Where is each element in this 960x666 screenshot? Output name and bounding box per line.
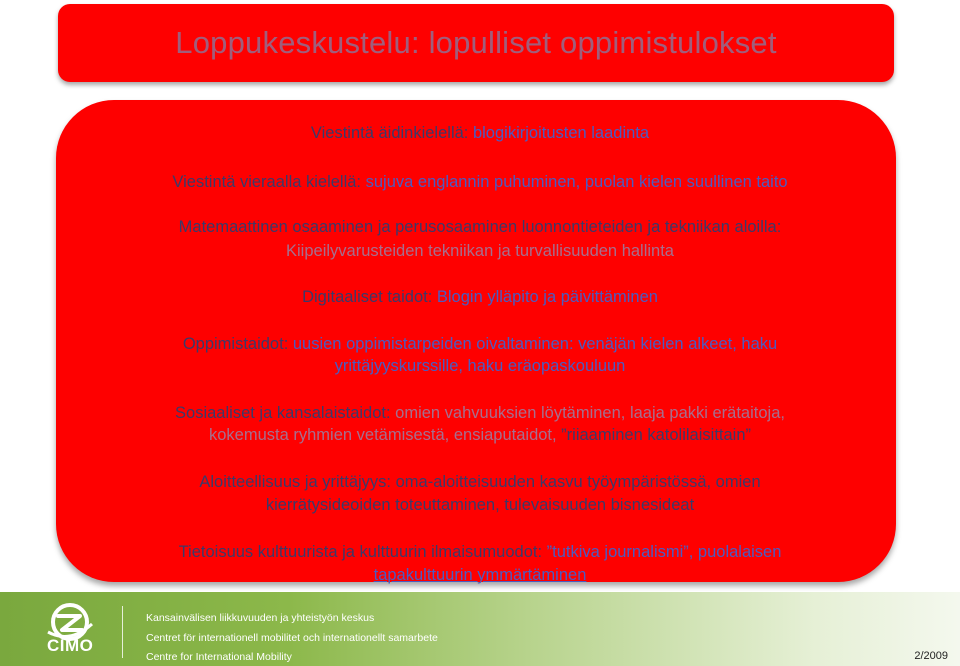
- footer-org-sv: Centret för internationell mobilitet och internationellt samarbete: [146, 632, 438, 644]
- content-line: [0, 240, 960, 262]
- content-line: [0, 286, 960, 308]
- content-text-segment: kokemusta ryhmien vetämisestä, ensiaputaidot,: [209, 426, 562, 444]
- content-line: [0, 333, 960, 355]
- content-text-segment: blogikirjoitusten laadinta: [472, 124, 650, 142]
- content-text-segment: tapakulttuurin ymmärtäminen: [373, 566, 587, 584]
- footer-org-fi: Kansainvälisen liikkuvuuden ja yhteistyön keskus: [146, 612, 375, 624]
- content-text-segment: Oppimistaidot:: [182, 335, 293, 353]
- content-text-segment: Viestintä äidinkielellä:: [310, 124, 473, 142]
- title-box: [58, 4, 894, 82]
- content-line: [0, 424, 960, 446]
- content-line: [0, 122, 960, 144]
- content-text-segment: kierrätysideoiden toteuttaminen, tulevaisuuden bisnesideat: [265, 496, 695, 514]
- content-text-segment: Digitaaliset taidot:: [302, 288, 437, 306]
- footer-bar: [0, 592, 960, 666]
- content-text-segment: ”riiaaminen katolilaisittain”: [561, 426, 751, 444]
- content-text-segment: Viestintä vieraalla kielellä:: [172, 173, 366, 191]
- footer-date: 2/2009: [914, 650, 948, 662]
- content-text-segment: uusien oppimistarpeiden oivaltaminen: venäjän kielen alkeet, haku: [292, 335, 778, 353]
- content-line: [0, 471, 960, 493]
- content-text-segment: Aloitteellisuus ja yrittäjyys:: [199, 473, 396, 491]
- content-line: [0, 402, 960, 424]
- content-text-segment: omien vahvuuksien löytäminen, laaja pakki erätaitoja,: [395, 404, 785, 422]
- content-text-segment: Tietoisuus kulttuurista ja kulttuurin ilmaisumuodot:: [178, 543, 547, 561]
- content-line: [0, 216, 960, 238]
- content-line: [0, 494, 960, 516]
- content-line: [0, 541, 960, 563]
- content-line: [0, 564, 960, 586]
- content-line: [0, 355, 960, 377]
- slide-title: Loppukeskustelu: lopulliset oppimistulokset: [175, 25, 777, 60]
- footer-org-en: Centre for International Mobility: [146, 651, 292, 663]
- content-text-segment: oma-aloitteisuuden kasvu työympäristössä, omien: [395, 473, 761, 491]
- content-text-segment: Sosiaaliset ja kansalaistaidot:: [175, 404, 396, 422]
- content-text-segment: Blogin ylläpito ja päivittäminen: [436, 288, 658, 306]
- content-text-segment: sujuva englannin puhuminen, puolan kielen suullinen taito: [365, 173, 788, 191]
- content-text-segment: Matemaattinen osaaminen ja perusosaaminen luonnontieteiden ja tekniikan aloilla:: [178, 218, 782, 236]
- content-text-segment: Kiipeilyvarusteiden tekniikan ja turvallisuuden hallinta: [286, 242, 674, 260]
- content-text-segment: ”tutkiva journalismi”, puolalaisen: [546, 543, 782, 561]
- footer-divider: [122, 606, 123, 658]
- content-text-segment: yrittäjyyskurssille, haku eräopaskouluun: [334, 357, 626, 375]
- content-line: [0, 171, 960, 193]
- cimo-logo-text: CIMO: [47, 636, 94, 655]
